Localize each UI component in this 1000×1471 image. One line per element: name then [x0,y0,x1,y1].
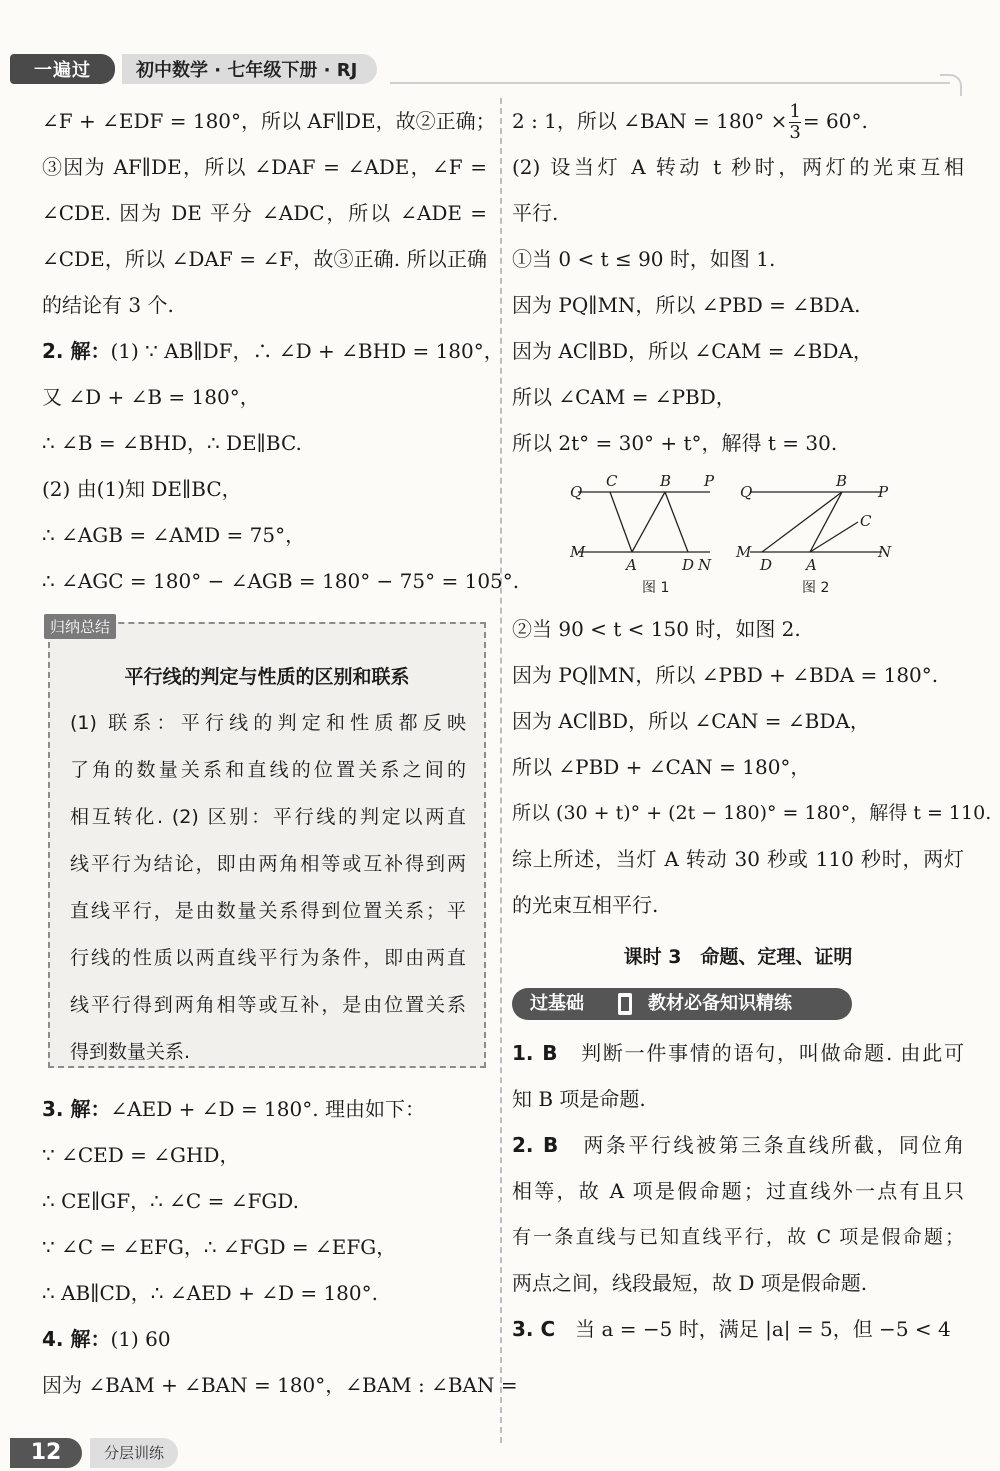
figures [512,470,964,600]
q2-line: 又 ∠D + ∠B = 180°， [42,385,260,409]
q2-line: (2) 由(1)知 DE∥BC， [42,477,242,501]
header-rule [390,82,950,84]
q3-line: ∴ CE∥GF，∴ ∠C = ∠FGD. [42,1189,299,1213]
answer-line: 两点之间，线段最短，故 D 项是假命题. [512,1271,868,1295]
summary-line: 行线的性质以两直线平行为条件，即由两直 [70,947,466,969]
answer-line [512,1306,964,1352]
answer-text: 判断一件事情的语句，叫做命题. 由此可 [581,1041,964,1065]
answer-line [512,1122,964,1168]
q2-line: ∴ ∠AGC = 180° − ∠AGB = 180° − 75° = 105°. [42,569,520,593]
book-title: 初中数学 · 七年级下册 · RJ [122,54,377,84]
column-divider [500,98,502,1443]
q2-label: 2. 解： [42,339,111,363]
fig1-label-a: A [626,556,637,574]
answer-label: 2. B [512,1133,559,1157]
summary-tag: 归纳总结 [44,614,116,639]
fraction-numerator: 1 [789,101,801,122]
text-line: ②当 90 < t < 150 时，如图 2. [512,617,801,641]
fig2-label-n: N [878,543,892,561]
left-column [42,98,520,1408]
summary-line: 线平行得到两角相等或互补，是由位置关系 [70,994,466,1016]
figure-2 [735,472,892,596]
summary-line: 线平行为结论，即由两角相等或互补得到两 [70,853,466,875]
fig2-label-p: P [878,483,889,501]
fraction-denominator: 3 [789,122,801,143]
text-line: 所以 ∠CAM = ∠PBD， [512,385,736,409]
text-line: 所以 (30 + t)° + (2t − 180)° = 180°，解得 t = 110. [512,802,992,824]
text-line: 因为 PQ∥MN，所以 ∠PBD + ∠BDA = 180°. [512,663,939,687]
q4-line [42,1316,487,1362]
q2-line [42,328,504,374]
q2-line: ∴ ∠B = ∠BHD，∴ DE∥BC. [42,431,302,455]
summary-line: 直线平行，是由数量关系得到位置关系；平 [70,900,466,922]
fig1-label-c: C [606,472,618,490]
answer-line: 知 B 项是命题. [512,1087,646,1111]
section-banner [512,984,964,1024]
banner-left-label: 过基础 [530,993,584,1014]
header-curl [940,74,962,96]
text-line: ∠CDE，所以 ∠DAF = ∠F，故③正确. 所以正确 [42,247,487,271]
summary-text [50,700,484,1076]
text-line [512,98,964,144]
fig2-label-q: Q [740,483,753,501]
q4-line: 因为 ∠BAM + ∠BAN = 180°，∠BAM : ∠BAN = [42,1373,518,1397]
text-line: (2) 设当灯 A 转动 t 秒时，两灯的光束互相 [512,155,964,179]
answer-line: 相等，故 A 项是假命题；过直线外一点有且只 [512,1179,964,1203]
fig2-label-d: D [760,556,773,574]
text-line: 平行. [512,201,559,225]
answer-text: 两条平行线被第三条直线所截，同位角 [583,1133,965,1157]
text-line: ③因为 AF∥DE，所以 ∠DAF = ∠ADE，∠F = [42,155,487,179]
q2-line: ∴ ∠AGB = ∠AMD = 75°， [42,523,306,547]
book-icon [616,991,634,1017]
text-line: 因为 PQ∥MN，所以 ∠PBD = ∠BDA. [512,293,861,317]
fig1-caption: 图 1 [642,580,670,596]
beam-ac-2 [810,522,858,552]
q3-text: ∠AED + ∠D = 180°. 理由如下： [110,1097,425,1121]
text-line: 综上所述，当灯 A 转动 30 秒或 110 秒时，两灯 [512,847,964,871]
q2-text: (1) ∵ AB∥DF，∴ ∠D + ∠BHD = 180°， [110,339,504,363]
fig2-caption: 图 2 [802,580,830,596]
fraction [789,102,800,143]
text-line: 所以 2t° = 30° + t°，解得 t = 30. [512,431,838,455]
text-line: ①当 0 < t ≤ 90 时，如图 1. [512,247,776,271]
q3-line: ∵ ∠C = ∠EFG，∴ ∠FGD = ∠EFG， [42,1235,397,1259]
beam-ab-2 [810,492,842,552]
text-line: 的结论有 3 个. [42,293,174,317]
fig1-label-p: P [704,472,715,490]
page-number: 12 [10,1438,82,1468]
q3-line [42,1086,487,1132]
text-line: 所以 ∠PBD + ∠CAN = 180°， [512,755,811,779]
beam-ab-1 [632,492,665,552]
answer-line: 有一条直线与已知直线平行，故 C 项是假命题； [512,1226,964,1248]
text-line: 因为 AC∥BD，所以 ∠CAM = ∠BDA， [512,339,873,363]
text-line: ∠CDE. 因为 DE 平分 ∠ADC，所以 ∠ADE = [42,201,487,225]
figure-1 [570,472,715,596]
page-header [10,54,950,86]
fig1-label-d: D [682,556,695,574]
summary-line: (1) 联系：平行线的判定和性质都反映 [70,712,466,734]
banner-right-label: 教材必备知识精练 [648,993,792,1014]
fig2-label-a: A [806,556,817,574]
summary-line: 了角的数量关系和直线的位置关系之间的 [70,759,466,781]
answer-line [512,1030,964,1076]
brand-logo: 一遍过 [10,54,115,84]
summary-line: 相互转化. (2) 区别：平行线的判定以两直 [70,806,466,828]
right-column [512,98,992,1352]
beam-ca-1 [610,492,632,552]
answer-label: 3. C [512,1317,556,1341]
summary-title: 平行线的判定与性质的区别和联系 [124,666,410,688]
fig2-label-b: B [836,472,848,490]
text-part: = 60°. [802,109,868,133]
summary-box [48,618,486,1068]
text-line: 的光束互相平行. [512,893,659,917]
fig2-label-c: C [860,512,872,530]
q3-line: ∵ ∠CED = ∠GHD， [42,1143,240,1167]
text-line: 因为 AC∥BD，所以 ∠CAN = ∠BDA， [512,709,870,733]
text-part: 2 : 1，所以 ∠BAN = 180° × [512,109,788,133]
summary-line: 得到数量关系. [70,1041,191,1063]
fig1-label-b: B [660,472,672,490]
q3-label: 3. 解： [42,1097,111,1121]
beam-db-2 [762,492,842,552]
q4-label: 4. 解： [42,1327,111,1351]
page-footer [10,1438,210,1468]
text-line: ∠F + ∠EDF = 180°，所以 AF∥DE，故②正确； [42,109,496,133]
lesson-title: 课时 3 命题、定理、证明 [623,946,853,968]
beam-bd-1 [665,492,688,552]
q3-line: ∴ AB∥CD，∴ ∠AED + ∠D = 180°. [42,1281,378,1305]
fig1-label-n: N [698,556,712,574]
fig1-label-q: Q [570,483,583,501]
geometry-figures [570,470,900,600]
answer-label: 1. B [512,1041,558,1065]
answer-text: 当 a = −5 时，满足 |a| = 5，但 −5 < 4 [575,1317,951,1341]
fig1-label-m: M [570,543,586,561]
fig2-label-m: M [736,543,752,561]
footer-label: 分层训练 [90,1438,178,1468]
banner-box [512,988,852,1020]
q4-text: (1) 60 [110,1327,171,1351]
